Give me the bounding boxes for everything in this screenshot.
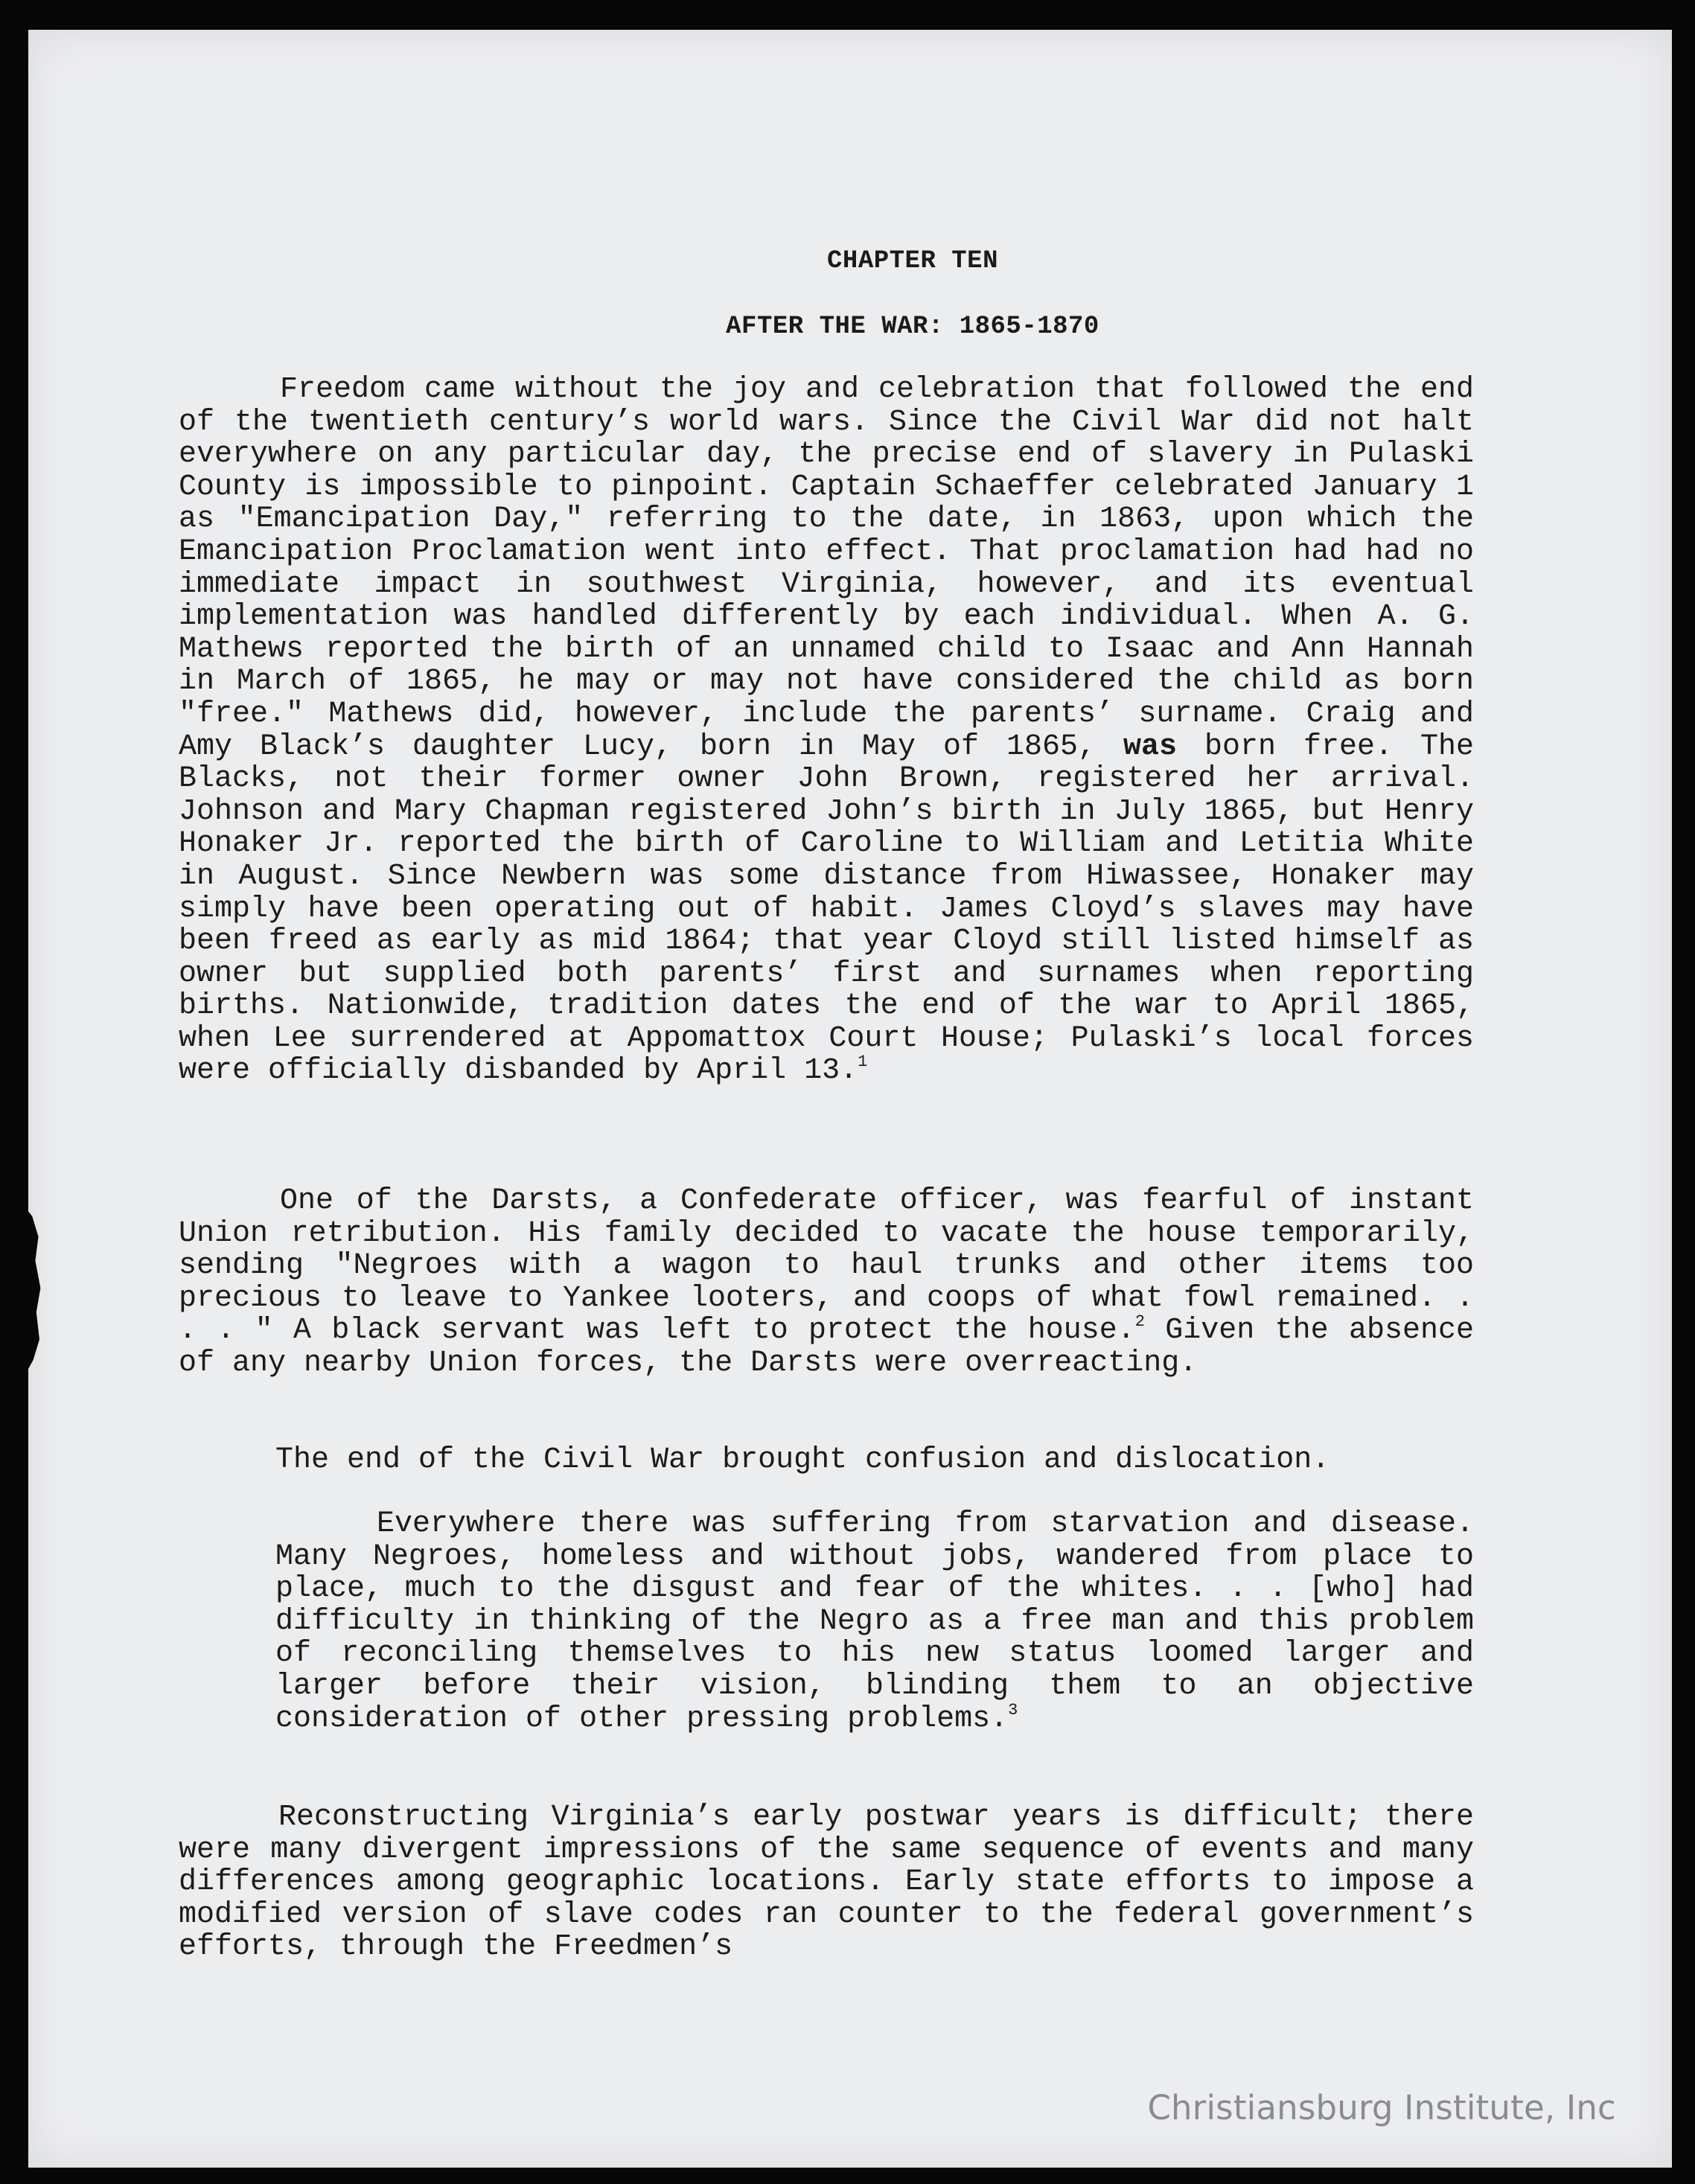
chapter-label: CHAPTER TEN: [827, 247, 998, 275]
paragraph-confusion: The end of the Civil War brought confusion and dislocation.: [275, 1443, 1330, 1477]
block-quote: [275, 1508, 1474, 1735]
paragraph-reconstruction: Reconstructing Virginia’s early postwar years is difficult; there were many divergent impressions of the same sequence of events and many differences among geographic locations. Early state efforts to impose a modified version of slave codes ran counter to the federal government’s efforts, through the Freedmen’s: [179, 1801, 1474, 1964]
footnote-marker-3: 3: [1008, 1700, 1018, 1720]
footnote-marker-2: 2: [1134, 1312, 1145, 1332]
paragraph-freedom-part1: Freedom came without the joy and celebration that followed the end of the twentieth century’s world wars. Since the Civil War did not halt everywhere on any particular day, the precise end of slavery in Pulaski County is impossible to pinpoint. Captain Schaeffer celebrated January 1 as "Emancipation Day," referring to the date, in 1863, upon which the Emancipation Proclamation went into effect. That proclamation had had no immediate impact in southwest Virginia, however, and its eventual implementation was handled differently by each individual. When A. G. Mathews reported the birth of an unnamed child to Isaac and Ann Hannah in March of 1865, he may or may not have considered the child as born "free." Mathews did, however, include the parents’ surname. Craig and Amy Black’s daughter Lucy, born in May of 1865,: [179, 373, 1474, 764]
paragraph-freedom-part2: born free. The Blacks, not their former owner John Brown, registered her arrival. Johnson and Mary Chapman registered John’s birth in July 1865, but Henry Honaker Jr. reported the birth of Caroline to William and Letitia White in August. Since Newbern was some distance from Hiwassee, Honaker may simply have been operating out of habit. James Cloyd’s slaves may have been freed as early as mid 1864; that year Cloyd still listed himself as owner but supplied both parents’ first and surnames when reporting births. Nationwide, tradition dates the end of the war to April 1865, when Lee surrendered at Appomattox Court House; Pulaski’s local forces were officially disbanded by April 13.: [179, 729, 1475, 1088]
watermark: Christiansburg Institute, Inc: [1147, 2088, 1616, 2127]
footnote-marker-1: 1: [858, 1053, 868, 1072]
paragraph-darsts: [179, 1185, 1474, 1380]
paragraph-darsts-part2: Given the absence of any nearby Union forces, the Darsts were overreacting.: [179, 1314, 1475, 1380]
chapter-title: AFTER THE WAR: 1865-1870: [726, 313, 1099, 341]
paragraph-freedom: [179, 374, 1474, 1088]
block-quote-text: Everywhere there was suffering from starvation and disease. Many Negroes, homeless and without jobs, wandered from place to place, much to the disgust and fear of the whites. . . [who] had difficulty in thinking of the Negro as a free man and this problem of reconciling themselves to his new status loomed larger and larger before their vision, blinding them to an objective consideration of other pressing problems.: [275, 1507, 1474, 1736]
paragraph-darsts-part1: One of the Darsts, a Confederate officer, was fearful of instant Union retribution. His family decided to vacate the house temporarily, sending "Negroes with a wagon to haul trunks and other items too precious to leave to Yankee looters, and coops of what fowl remained. . . . " A black servant was left to protect the house.: [179, 1184, 1474, 1348]
emphasized-word: was: [1123, 729, 1178, 764]
